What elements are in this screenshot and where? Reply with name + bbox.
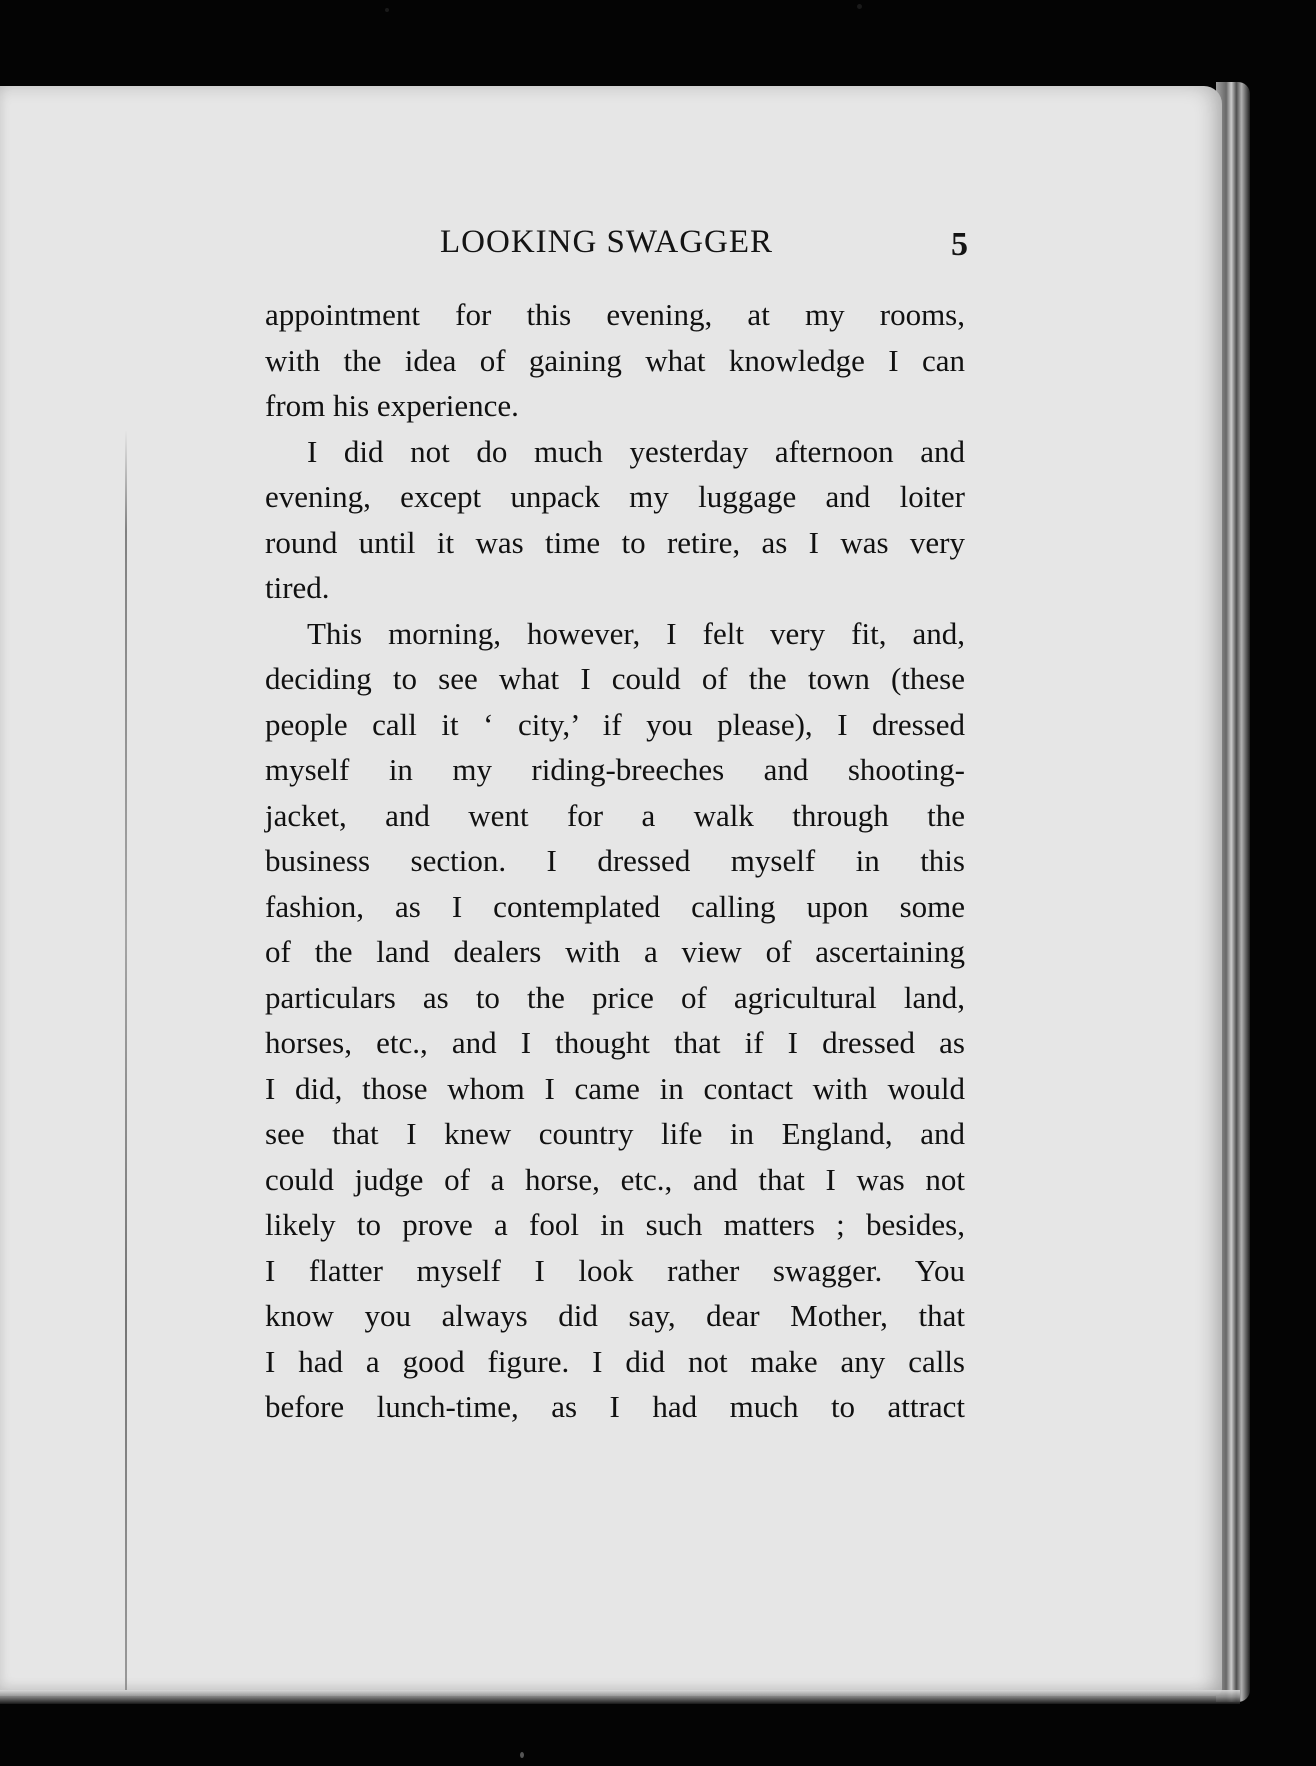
text-line: appointment for this evening, at my rooms, bbox=[265, 297, 965, 332]
text-line: tired. bbox=[265, 570, 330, 605]
scan-speck bbox=[520, 1752, 524, 1758]
text-line: I flatter myself I look rather swagger. You bbox=[265, 1252, 965, 1288]
body-text bbox=[265, 292, 965, 1430]
text-line: round until it was time to retire, as I was very bbox=[265, 524, 965, 560]
text-line: This morning, however, I felt very fit, and, bbox=[307, 615, 965, 651]
text-line: see that I knew country life in England, and bbox=[265, 1116, 965, 1151]
text-line: deciding to see what I could of the town (these bbox=[265, 661, 965, 696]
text-line: could judge of a horse, etc., and that I was not bbox=[265, 1161, 965, 1197]
text-line: I did not do much yesterday afternoon and bbox=[307, 433, 965, 469]
text-line: know you always did say, dear Mother, that bbox=[265, 1298, 965, 1333]
text-line: fashion, as I contemplated calling upon some bbox=[265, 888, 965, 924]
text-line: likely to prove a fool in such matters ; besides, bbox=[265, 1207, 965, 1242]
running-title: LOOKING SWAGGER bbox=[440, 224, 774, 260]
text-line: of the land dealers with a view of ascertaining bbox=[265, 934, 965, 969]
text-line: before lunch-time, as I had much to attract bbox=[265, 1389, 965, 1424]
text-line: I had a good figure. I did not make any calls bbox=[265, 1343, 965, 1379]
scan-speck bbox=[857, 4, 862, 9]
page-edge-bottom bbox=[0, 1690, 1240, 1704]
text-line: with the idea of gaining what knowledge I can bbox=[265, 342, 965, 378]
text-line: jacket, and went for a walk through the bbox=[265, 797, 965, 833]
text-line: evening, except unpack my luggage and loiter bbox=[265, 479, 965, 514]
text-line: myself in my riding-breeches and shooting- bbox=[265, 752, 965, 787]
scan-speck bbox=[385, 8, 389, 12]
page-number: 5 bbox=[951, 226, 968, 263]
text-line: I did, those whom I came in contact with would bbox=[265, 1070, 965, 1106]
text-line: from his experience. bbox=[265, 388, 519, 423]
text-line: particulars as to the price of agricultural land, bbox=[265, 979, 965, 1015]
text-line: horses, etc., and I thought that if I dressed as bbox=[265, 1025, 965, 1060]
gutter-shadow bbox=[125, 430, 127, 1690]
text-line: business section. I dressed myself in this bbox=[265, 843, 965, 878]
running-head bbox=[268, 220, 968, 270]
text-line: people call it ‘ city,’ if you please), I dressed bbox=[265, 706, 965, 742]
